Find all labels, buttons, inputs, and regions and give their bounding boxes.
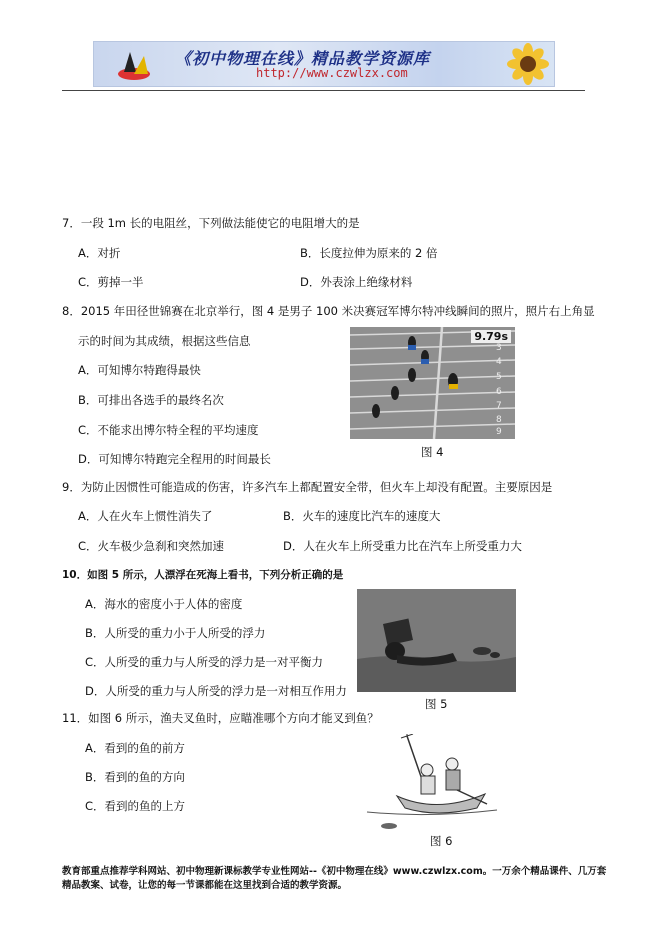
figure-5-caption: 图 5 <box>425 697 448 711</box>
question-7-stem: 7．一段 1m 长的电阻丝，下列做法能使它的电阻增大的是 <box>62 216 360 230</box>
question-7-option-d: D．外表涂上绝缘材料 <box>300 275 413 289</box>
question-8-stem-line1: 8．2015 年田径世锦赛在北京举行，图 4 是男子 100 米决赛冠军博尔特冲线瞬间的照片，照片右上角显 <box>62 304 595 318</box>
question-10-option-a: A．海水的密度小于人体的密度 <box>85 597 243 611</box>
question-9-option-a: A．人在火车上惯性消失了 <box>78 509 213 523</box>
question-8-option-c: C．不能求出博尔特全程的平均速度 <box>78 423 259 437</box>
page-footer: 教育部重点推荐学科网站、初中物理新课标教学专业性网站--《初中物理在线》www.czwlzx.com。一万余个精品课件、几万套精品教案、试卷，让您的每一节课都能在这里找到合适的教学资源。 <box>62 866 607 891</box>
question-9-stem: 9．为防止因惯性可能造成的伤害，许多汽车上都配置安全带，但火车上却没有配置。主要原因是 <box>62 480 553 494</box>
question-10-option-c: C．人所受的重力与人所受的浮力是一对平衡力 <box>85 655 324 669</box>
question-9-option-d: D．人在火车上所受重力比在汽车上所受重力大 <box>283 539 522 553</box>
question-8-option-a: A．可知博尔特跑得最快 <box>78 363 201 377</box>
figure-6-fisherman-drawing <box>357 734 502 832</box>
lane-number: 3 <box>496 343 502 353</box>
lane-number: 8 <box>496 415 502 425</box>
race-track-image <box>350 327 515 439</box>
question-8-option-d: D．可知博尔特跑完全程用的时间最长 <box>78 452 271 466</box>
race-time-display: 9.79s <box>471 330 511 343</box>
figure-5-dead-sea-photo <box>357 589 516 692</box>
header-divider <box>62 90 585 91</box>
banner-title: 《初中物理在线》精品教学资源库 <box>175 49 431 68</box>
question-9-option-b: B．火车的速度比汽车的速度大 <box>283 509 441 523</box>
question-10-option-b: B．人所受的重力小于人所受的浮力 <box>85 626 266 640</box>
figure-6-caption: 图 6 <box>430 834 453 848</box>
lane-number: 6 <box>496 387 502 397</box>
question-10-stem: 10．如图 5 所示，人漂浮在死海上看书，下列分析正确的是 <box>62 569 344 581</box>
sunflower-icon <box>498 42 554 86</box>
lane-number: 9 <box>496 427 502 437</box>
question-9-option-c: C．火车极少急刹和突然加速 <box>78 539 225 553</box>
fisherman-boat-image <box>357 734 502 832</box>
question-11-option-a: A．看到的鱼的前方 <box>85 741 185 755</box>
question-8-option-b: B．可排出各选手的最终名次 <box>78 393 224 407</box>
question-10-option-d: D．人所受的重力与人所受的浮力是一对相互作用力 <box>85 684 347 698</box>
question-11-option-c: C．看到的鱼的上方 <box>85 799 186 813</box>
lane-number: 7 <box>496 401 502 411</box>
lane-number: 5 <box>496 372 502 382</box>
question-7-option-b: B．长度拉伸为原来的 2 倍 <box>300 246 438 260</box>
question-11-stem: 11．如图 6 所示，渔夫叉鱼时，应瞄准哪个方向才能叉到鱼？ <box>62 711 379 725</box>
question-7-option-c: C．剪掉一半 <box>78 275 144 289</box>
question-8-stem-line2: 示的时间为其成绩，根据这些信息 <box>78 334 251 348</box>
banner-url: http://www.czwlzx.com <box>256 66 408 80</box>
figure-4-race-photo <box>350 327 515 439</box>
question-7-option-a: A．对折 <box>78 246 121 260</box>
floating-reader-image <box>357 589 516 692</box>
figure-4-caption: 图 4 <box>421 445 444 459</box>
lane-number: 4 <box>496 357 502 367</box>
site-logo-icon <box>116 48 156 82</box>
question-11-option-b: B．看到的鱼的方向 <box>85 770 185 784</box>
